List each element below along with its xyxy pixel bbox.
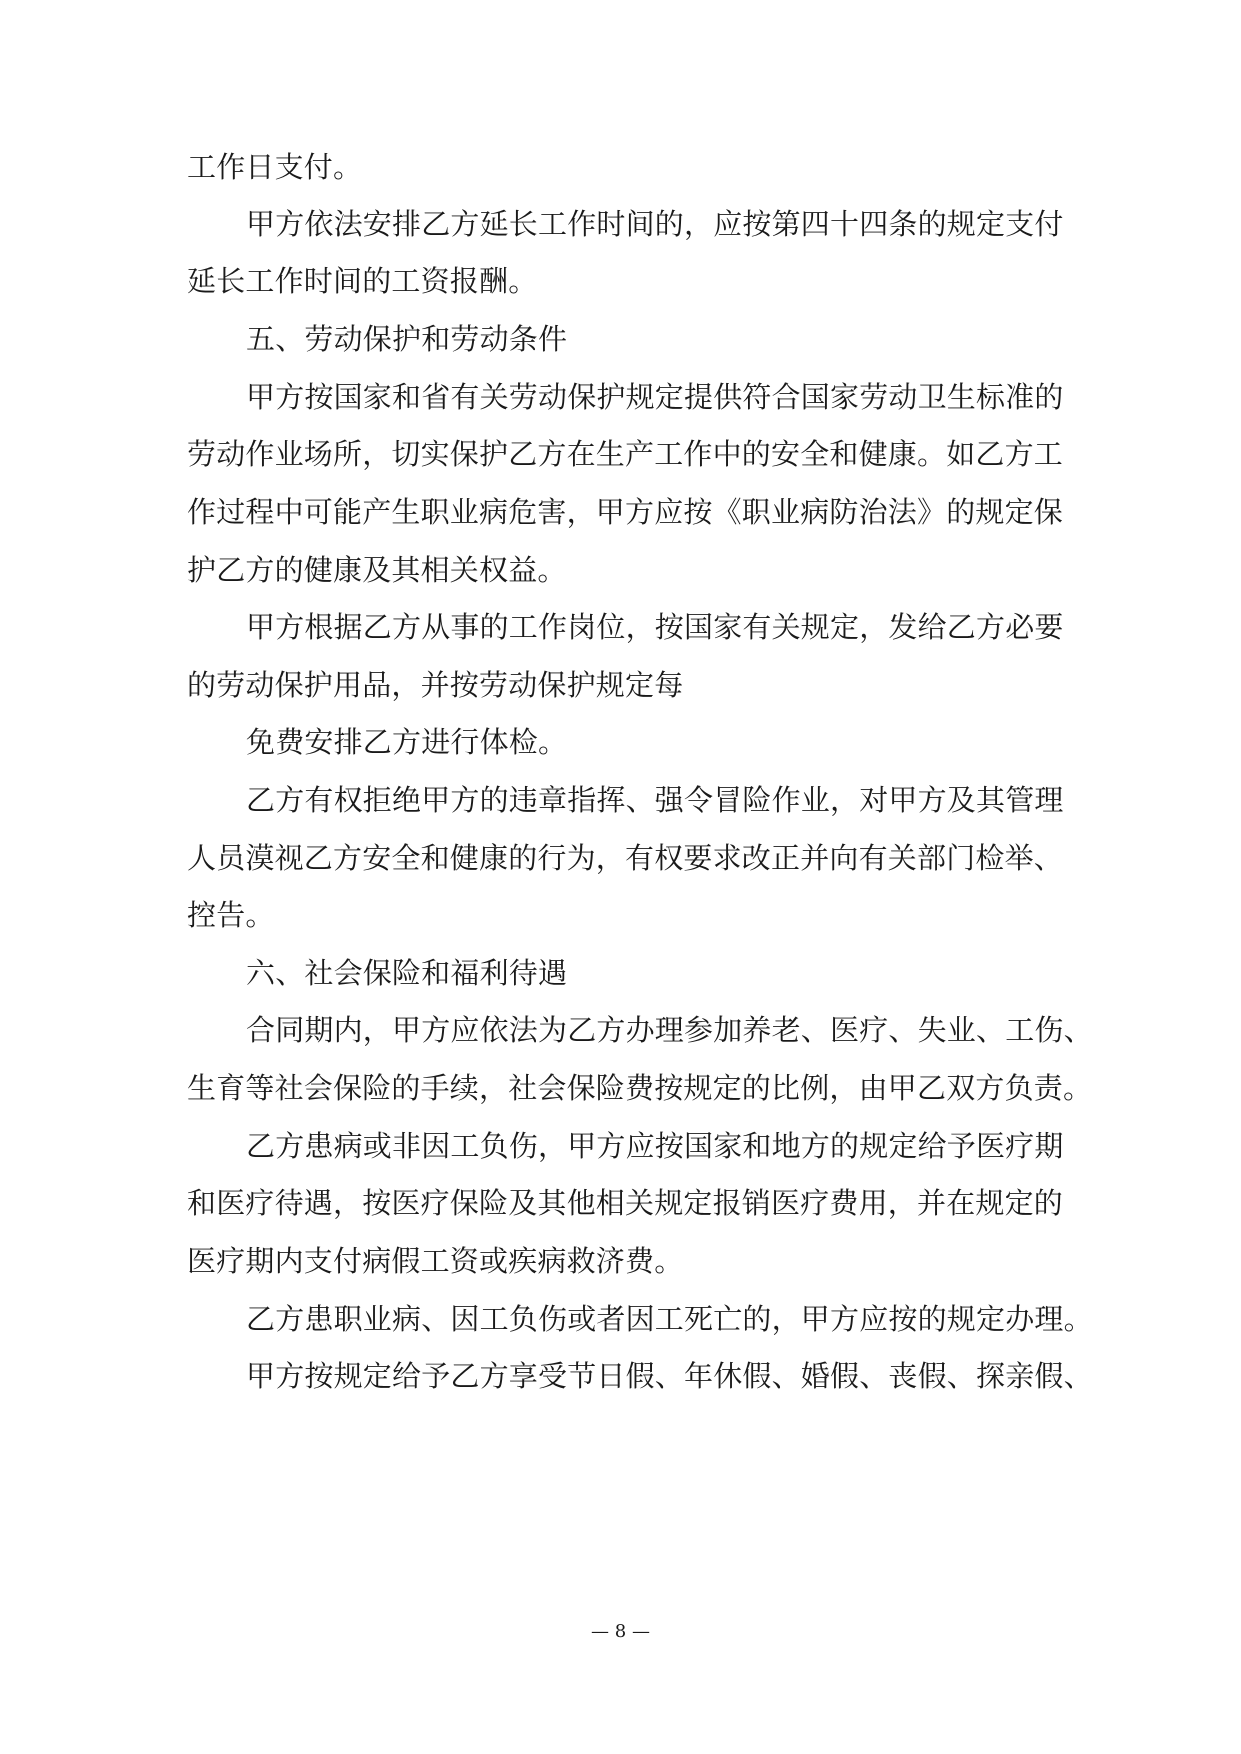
- text-line: 人员漠视乙方安全和健康的行为，有权要求改正并向有关部门检举、: [187, 841, 1064, 875]
- page-number: — 8 —: [591, 1621, 650, 1642]
- text-line: 延长工作时间的工资报酬。: [187, 264, 538, 298]
- text-line: 甲方依法安排乙方延长工作时间的，应按第四十四条的规定支付: [246, 207, 1064, 241]
- text-line: 免费安排乙方进行体检。: [246, 725, 568, 759]
- text-line: 的劳动保护用品，并按劳动保护规定每: [187, 668, 684, 702]
- text-line: 甲方根据乙方从事的工作岗位，按国家有关规定，发给乙方必要: [246, 610, 1064, 644]
- text-line: 工作日支付。: [187, 150, 363, 184]
- text-line: 乙方有权拒绝甲方的违章指挥、强令冒险作业，对甲方及其管理: [246, 783, 1064, 817]
- section-heading: 六、社会保险和福利待遇: [246, 956, 568, 990]
- text-line: 控告。: [187, 898, 275, 932]
- text-line: 乙方患职业病、因工负伤或者因工死亡的，甲方应按的规定办理。: [246, 1302, 1093, 1336]
- text-line: 劳动作业场所，切实保护乙方在生产工作中的安全和健康。如乙方工: [187, 437, 1064, 471]
- text-line: 合同期内，甲方应依法为乙方办理参加养老、医疗、失业、工伤、: [246, 1013, 1093, 1047]
- text-line: 乙方患病或非因工负伤，甲方应按国家和地方的规定给予医疗期: [246, 1129, 1064, 1163]
- section-heading: 五、劳动保护和劳动条件: [246, 322, 568, 356]
- text-line: 甲方按国家和省有关劳动保护规定提供符合国家劳动卫生标准的: [246, 380, 1064, 414]
- text-line: 护乙方的健康及其相关权益。: [187, 553, 567, 587]
- text-line: 生育等社会保险的手续，社会保险费按规定的比例，由甲乙双方负责。: [187, 1071, 1093, 1105]
- text-line: 甲方按规定给予乙方享受节日假、年休假、婚假、丧假、探亲假、: [246, 1359, 1093, 1393]
- text-line: 和医疗待遇，按医疗保险及其他相关规定报销医疗费用，并在规定的: [187, 1186, 1064, 1220]
- text-line: 作过程中可能产生职业病危害，甲方应按《职业病防治法》的规定保: [187, 495, 1064, 529]
- text-line: 医疗期内支付病假工资或疾病救济费。: [187, 1244, 684, 1278]
